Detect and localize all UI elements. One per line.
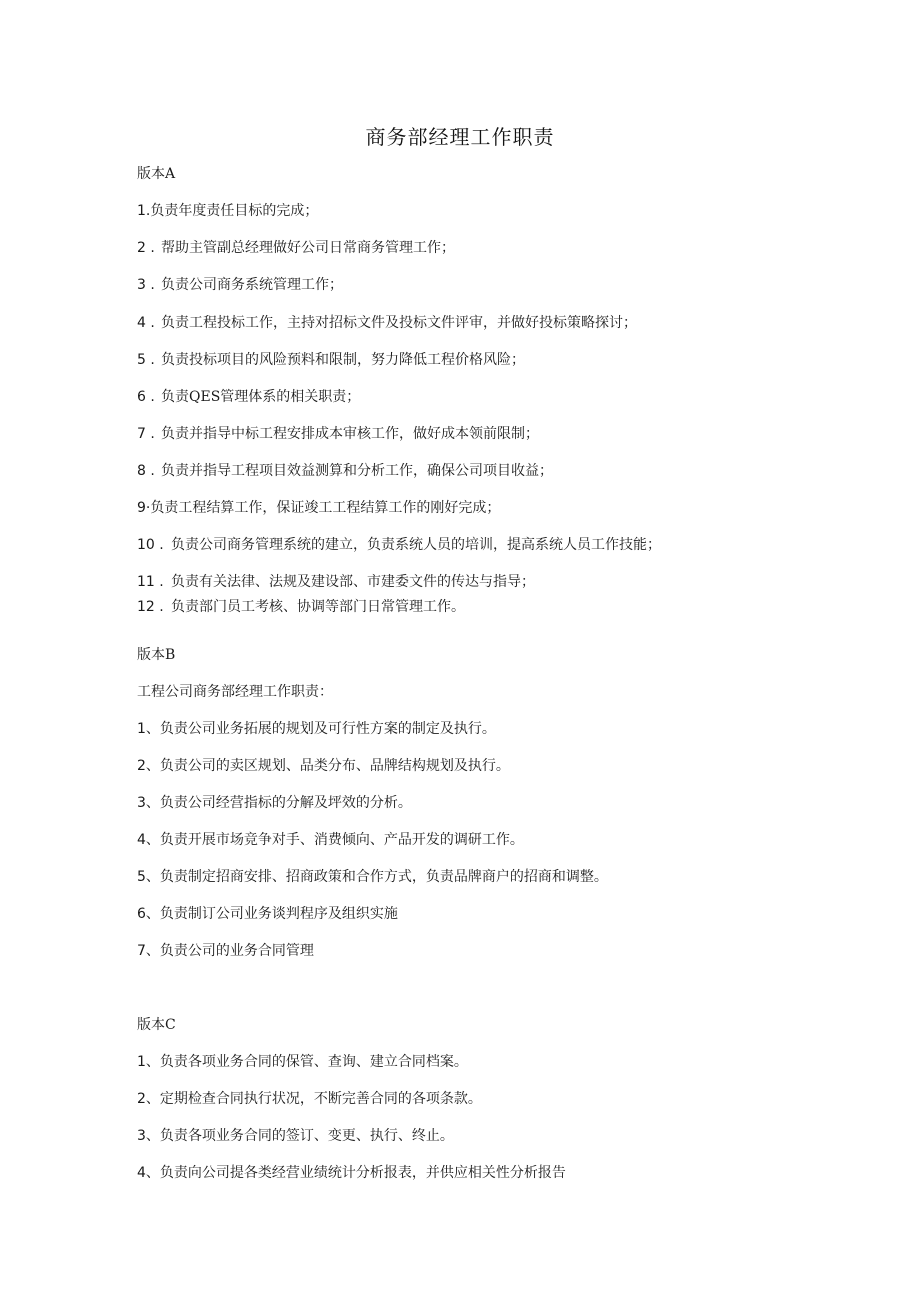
list-item-number: 6 . (137, 389, 155, 405)
list-item (137, 756, 510, 776)
list-item-number: 4、 (137, 1165, 160, 1181)
version-b-intro: 工程公司商务部经理工作职责： (137, 684, 333, 700)
list-item (137, 597, 465, 617)
list-item-text: 负责各项业务合同的保管、查询、建立合同档案。 (159, 1054, 468, 1070)
list-item-number: 3、 (137, 1128, 160, 1144)
list-item-text: 负责公司的业务合同管理 (159, 943, 314, 959)
list-item-text: 帮助主管副总经理做好公司日常商务管理工作； (161, 240, 455, 256)
list-item-number: 3、 (137, 795, 160, 811)
list-item-number: 7、 (137, 943, 160, 959)
list-item (137, 387, 360, 407)
list-item-number: 9· (137, 500, 151, 516)
list-item (137, 535, 661, 555)
list-item-number: 2、 (137, 1091, 160, 1107)
list-item (137, 1089, 482, 1109)
list-item (137, 238, 455, 258)
document-title: 商务部经理工作职责 (365, 125, 555, 149)
list-item-text: 定期检查合同执行状况，不断完善合同的各项条款。 (159, 1091, 482, 1107)
list-item-text: 负责公司业务拓展的规划及可行性方案的制定及执行。 (159, 721, 496, 737)
list-item (137, 830, 524, 850)
list-item-text: 负责有关法律、法规及建设部、市建委文件的传达与指导； (171, 574, 535, 590)
list-item-text: 负责QES管理体系的相关职责； (161, 389, 361, 405)
list-item-number: 11 . (137, 574, 164, 590)
list-item-text: 负责制定招商安排、招商政策和合作方式，负责品牌商户的招商和调整。 (159, 869, 608, 885)
list-item (137, 1052, 468, 1072)
list-item-text: 负责投标项目的风险预料和限制，努力降低工程价格风险； (161, 352, 525, 368)
list-item-number: 12 . (137, 599, 164, 615)
list-item (137, 275, 343, 295)
list-item (137, 719, 496, 739)
list-item-number: 5 . (137, 352, 155, 368)
list-item-text: 负责公司商务管理系统的建立，负责系统人员的培训，提高系统人员工作技能； (171, 537, 661, 553)
list-item-text: 负责部门员工考核、协调等部门日常管理工作。 (171, 599, 465, 615)
list-item (137, 867, 608, 887)
list-item (137, 793, 412, 813)
list-item-text: 负责公司的卖区规划、品类分布、品牌结构规划及执行。 (159, 758, 510, 774)
list-item (137, 313, 637, 333)
list-item-text: 负责工程结算工作，保证竣工工程结算工作的刚好完成； (150, 500, 501, 516)
list-item (137, 201, 318, 221)
list-item (137, 424, 539, 444)
list-item-number: 10 . (137, 537, 164, 553)
list-item (137, 572, 535, 592)
list-item-number: 1、 (137, 1054, 160, 1070)
list-item-text: 负责公司商务系统管理工作； (161, 277, 343, 293)
list-item (137, 1126, 454, 1146)
list-item-text: 负责公司经营指标的分解及坪效的分析。 (159, 795, 412, 811)
list-item-number: 2、 (137, 758, 160, 774)
list-item-text: 负责各项业务合同的签订、变更、执行、终止。 (159, 1128, 454, 1144)
list-item-text: 负责年度责任目标的完成； (150, 203, 319, 219)
list-item-text: 负责工程投标工作，主持对招标文件及投标文件评审，并做好投标策略探讨； (161, 315, 637, 331)
list-item-number: 4、 (137, 832, 160, 848)
list-item-text: 负责并指导工程项目效益测算和分析工作，确保公司项目收益； (161, 463, 553, 479)
list-item-number: 6、 (137, 906, 160, 922)
list-item-number: 7 . (137, 426, 155, 442)
list-item (137, 350, 525, 370)
list-item-number: 4 . (137, 315, 155, 331)
list-item (137, 461, 553, 481)
list-item-number: 3 . (137, 277, 155, 293)
list-item-number: 1. (137, 203, 151, 219)
version-a-label: 版本A (137, 166, 176, 182)
list-item-number: 2 . (137, 240, 155, 256)
list-item-text: 负责并指导中标工程安排成本审核工作，做好成本领前限制； (161, 426, 539, 442)
version-b-label: 版本B (137, 647, 176, 663)
list-item-text: 负责开展市场竞争对手、消费倾向、产品开发的调研工作。 (159, 832, 524, 848)
list-item-text: 负责制订公司业务谈判程序及组织实施 (159, 906, 398, 922)
list-item-number: 8 . (137, 463, 155, 479)
version-c-label: 版本C (137, 1017, 176, 1033)
list-item (137, 941, 314, 961)
list-item-number: 5、 (137, 869, 160, 885)
list-item-number: 1、 (137, 721, 160, 737)
list-item (137, 498, 500, 518)
list-item (137, 1163, 566, 1183)
list-item-text: 负责向公司提各类经营业绩统计分析报表，并供应相关性分析报告 (159, 1165, 566, 1181)
list-item (137, 904, 398, 924)
